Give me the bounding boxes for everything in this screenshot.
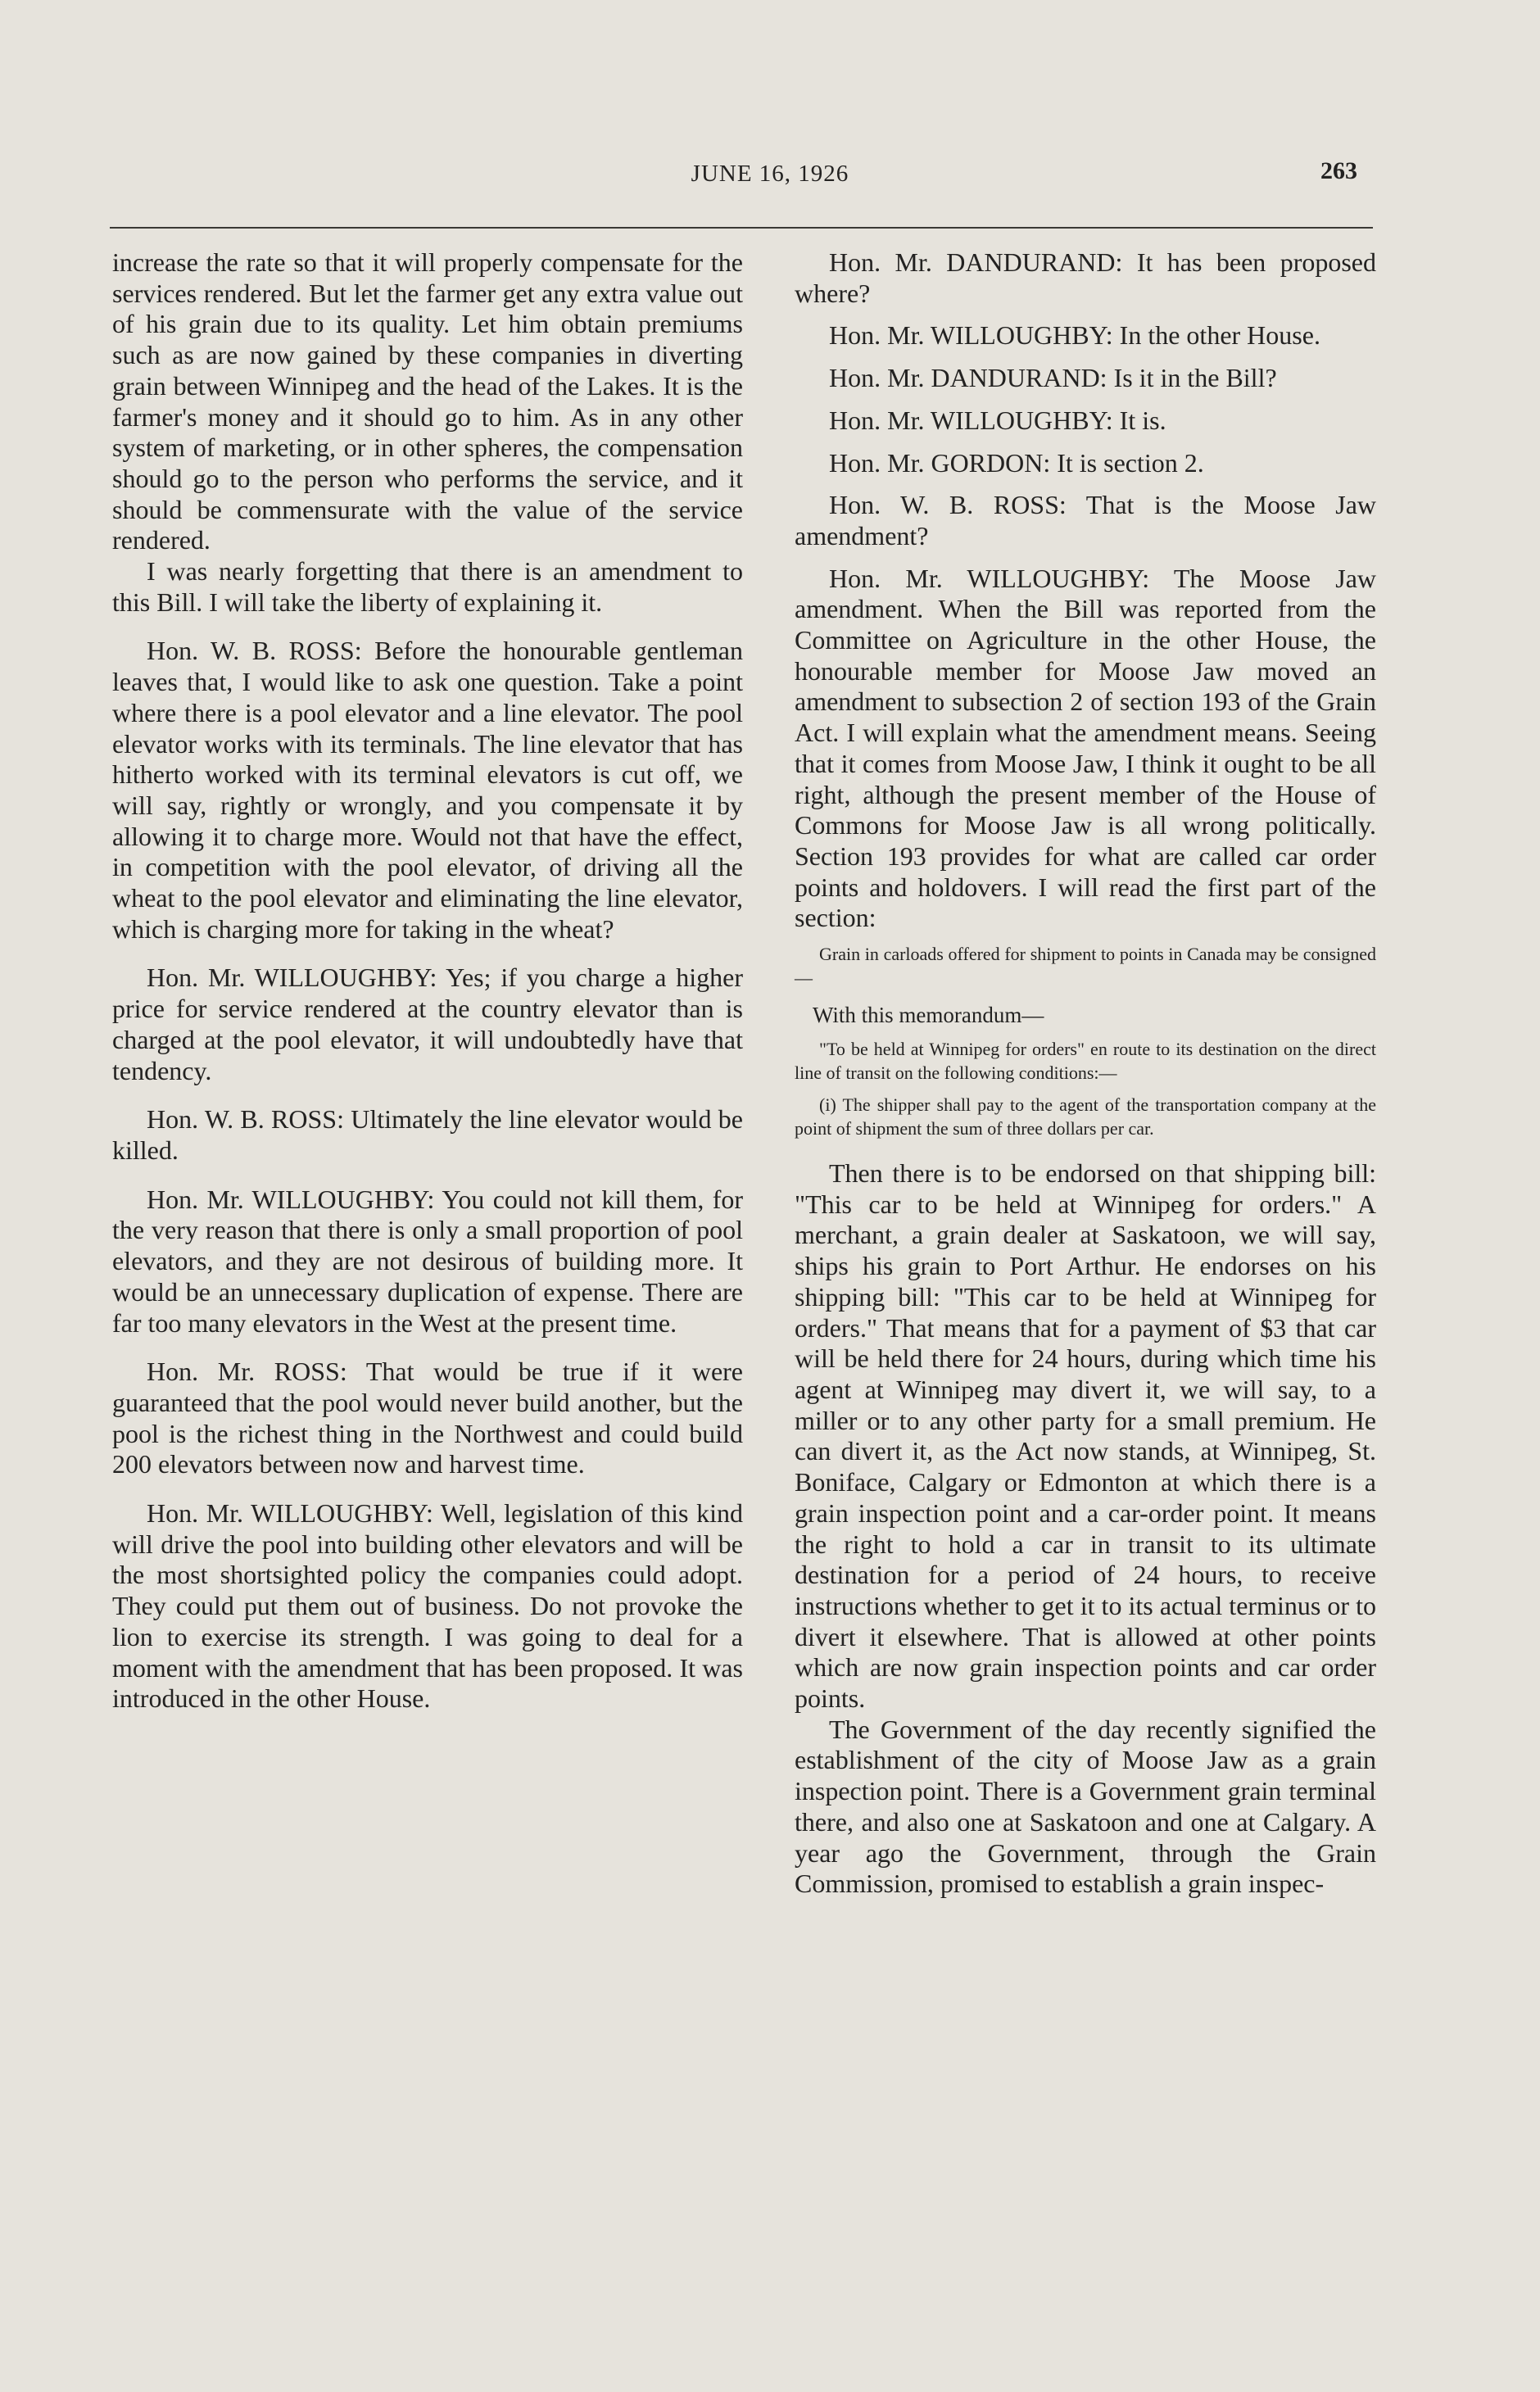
paragraph: increase the rate so that it will properly compensate for the services rendered. But let the farmer get any extra value out of his grain due to its quality. Let him obtain premiums such as are now gained by these companies in diverting grain between Winnipeg and the head of the Lakes. It is the farmer's money and it should go to him. As in any other system of marketing, or in other spheres, the compensation should go to the person who performs the service, and it should be commensurate with the value of the service rendered. [112,247,743,555]
speech-paragraph: Hon. Mr. WILLOUGHBY: You could not kill them, for the very reason that there is only a small proportion of pool elevators, and they are not desirous of building more. It would be an unnecessary duplication of expense. There are far too many elevators in the West at the present time. [112,1184,743,1338]
speech-paragraph: Hon. Mr. WILLOUGHBY: In the other House. [829,320,1320,351]
speech-paragraph: Hon. Mr. WILLOUGHBY: Well, legislation of this kind will drive the pool into building other elevators and will be the most shortsighted policy the companies could adopt. They could put them out of business. Do not provoke the lion to exercise its strength. I was going to deal for a moment with the amendment that has been proposed. It was introduced in the other House. [112,1498,743,1714]
statute-quote: (i) The shipper shall pay to the agent of the transportation company at the point of shipment the sum of three dollars per car. [795,1094,1376,1139]
header-rule [110,227,1373,229]
speech-paragraph: Hon. W. B. ROSS: Before the honourable gentleman leaves that, I would like to ask one question. Take a point where there is a pool elevator and a line elevator. The pool elevator works with its terminals. The line elevator that has hitherto worked with its terminal elevators is cut off, we will say, rightly or wrongly, and you compensate it by allowing it to charge more. Would not that have the effect, in competition with the pool elevator, of driving all the wheat to the pool elevator and eliminating the line elevator, which is charging more for taking in the wheat? [112,636,743,944]
paragraph: Then there is to be endorsed on that shipping bill: "This car to be held at Winnipeg for orders." A merchant, a grain dealer at Saskatoon, we will say, ships his grain to Port Arthur. He endorses on his shipping bill: "This car to be held at Winnipeg for orders." That means that for a payment of $3 that car will be held there for 24 hours, during which time his agent at Winnipeg may divert it, we will say, to a miller or to any other party for a small premium. He can divert it, as the Act now stands, at Winnipeg, St. Boniface, Calgary or Edmonton at which there is a grain inspection point and a car-order point. It means the right to hold a car in transit to its ultimate destination for a period of 24 hours, to receive instructions whether to get it to its actual terminus or to divert it elsewhere. That is allowed at other points which are now grain inspection points and car order points. [795,1158,1376,1714]
memorandum-line: With this memorandum— [813,1003,1044,1028]
right-column [795,247,1376,1900]
speech-paragraph: Hon. Mr. DANDURAND: It has been proposed where? [795,247,1376,308]
paragraph: I was nearly forgetting that there is an amendment to this Bill. I will take the liberty of explaining it. [112,556,743,617]
statute-quote: Grain in carloads offered for shipment to points in Canada may be consigned— [795,944,1376,989]
speech-paragraph: Hon. Mr. WILLOUGHBY: The Moose Jaw amendment. When the Bill was reported from the Committee on Agriculture in the other House, the honourable member for Moose Jaw moved an amendment to subsection 2 of section 193 of the Grain Act. I will explain what the amendment means. Seeing that it comes from Moose Jaw, I think it ought to be all right, although the present member of the House of Commons for Moose Jaw is all wrong politically. Section 193 provides for what are called car order points and holdovers. I will read the first part of the section: [795,563,1376,933]
paragraph: The Government of the day recently signified the establishment of the city of Moose Jaw as a grain inspection point. There is a Government grain terminal there, and also one at Saskatoon and one at Calgary. A year ago the Government, through the Grain Commission, promised to establish a grain inspec- [795,1714,1376,1899]
page-number: 263 [1320,157,1357,184]
left-column [112,247,743,1715]
speech-paragraph: Hon. W. B. ROSS: Ultimately the line elevator would be killed. [112,1104,743,1165]
page-date: JUNE 16, 1926 [691,161,849,187]
speech-paragraph: Hon. Mr. GORDON: It is section 2. [829,447,1204,478]
speech-paragraph: Hon. Mr. ROSS: That would be true if it were guaranteed that the pool would never build another, but the pool is the richest thing in the Northwest and could build 200 elevators between now and harvest time. [112,1357,743,1479]
speech-paragraph: Hon. W. B. ROSS: That is the Moose Jaw amendment? [795,490,1376,550]
speech-paragraph: Hon. Mr. WILLOUGHBY: It is. [829,405,1166,435]
speech-paragraph: Hon. Mr. WILLOUGHBY: Yes; if you charge a higher price for service rendered at the country elevator than is charged at the pool elevator, it will undoubtedly have that tendency. [112,963,743,1085]
speech-paragraph: Hon. Mr. DANDURAND: Is it in the Bill? [829,363,1277,393]
statute-quote: "To be held at Winnipeg for orders" en route to its destination on the direct line of transit on the following conditions:— [795,1039,1376,1084]
